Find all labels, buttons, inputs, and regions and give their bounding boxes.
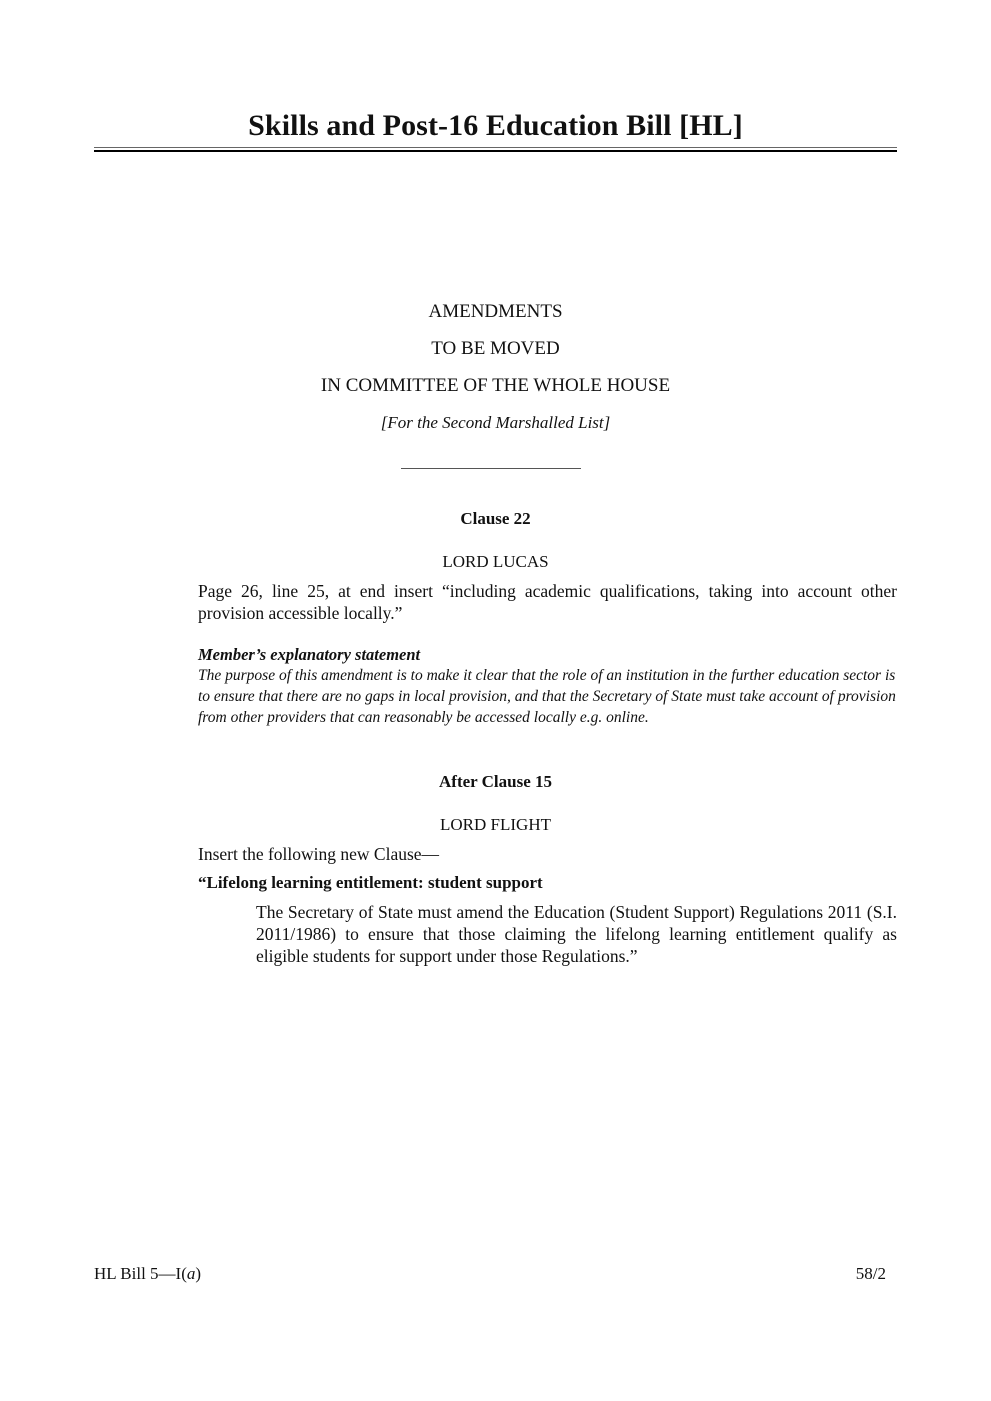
section-divider [401, 468, 581, 469]
bill-ref-italic: a [186, 1264, 196, 1283]
amendment-text: Insert the following new Clause— [198, 844, 440, 864]
heading-to-be-moved: TO BE MOVED [431, 338, 560, 359]
title-rule-thick [94, 150, 897, 152]
clause-heading: After Clause 15 [439, 772, 552, 791]
new-clause-title: “Lifelong learning entitlement: student support [198, 873, 543, 892]
clause-heading: Clause 22 [460, 509, 531, 528]
heading-committee: IN COMMITTEE OF THE WHOLE HOUSE [320, 375, 671, 396]
subheading-marshalled-list: [For the Second Marshalled List] [380, 413, 611, 432]
member-name: LORD FLIGHT [440, 815, 551, 834]
bill-ref-suffix: ) [195, 1264, 202, 1283]
bill-ref-prefix: HL Bill 5—I( [94, 1264, 187, 1283]
bill-title: Skills and Post-16 Education Bill [HL] [248, 109, 743, 142]
bill-reference [94, 1263, 201, 1285]
amendment-text: Page 26, line 25, at end insert “including academic qualifications, taking into account other provision accessible locally.” [198, 581, 897, 623]
member-name: LORD LUCAS [442, 552, 549, 571]
page-reference: 58/2 [855, 1264, 886, 1283]
heading-amendments: AMENDMENTS [428, 301, 563, 322]
explanatory-statement-title: Member’s explanatory statement [198, 645, 421, 664]
title-rule-thin [94, 147, 897, 148]
new-clause-body: The Secretary of State must amend the Education (Student Support) Regulations 2011 (S.I. 2011/1986) to ensure that those claiming the lifelong learning entitlement qualify as eligible students for support under those Regulations.” [256, 902, 897, 966]
explanatory-statement-text: The purpose of this amendment is to make it clear that the role of an institution in the further education sector is to ensure that there are no gaps in local provision, and that the Secretary of State must take account of provision from other providers that can reasonably be accessed locally e.g. online. [198, 667, 896, 726]
